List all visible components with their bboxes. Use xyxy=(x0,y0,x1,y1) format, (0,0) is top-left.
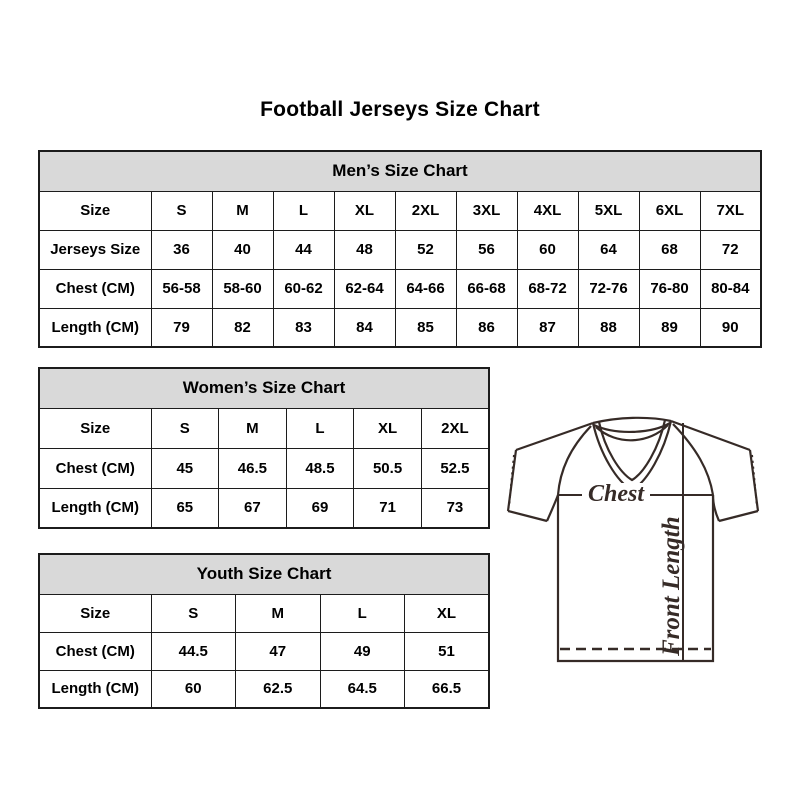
value-cell: 36 xyxy=(151,230,212,269)
jersey-body-outline xyxy=(508,421,758,661)
value-cell: 62-64 xyxy=(334,269,395,308)
value-cell: 3XL xyxy=(456,191,517,230)
row-label-cell: Size xyxy=(39,594,151,632)
table-row xyxy=(39,594,489,632)
value-cell: 60 xyxy=(517,230,578,269)
value-cell: 60 xyxy=(151,670,236,708)
mens-table-body xyxy=(39,191,761,347)
mens-size-table xyxy=(38,150,762,348)
value-cell: 48 xyxy=(334,230,395,269)
value-cell: 5XL xyxy=(578,191,639,230)
value-cell: 40 xyxy=(212,230,273,269)
value-cell: 51 xyxy=(405,632,490,670)
table-row xyxy=(39,488,489,528)
value-cell: 2XL xyxy=(395,191,456,230)
value-cell: 48.5 xyxy=(286,448,354,488)
value-cell: 44.5 xyxy=(151,632,236,670)
value-cell: 64 xyxy=(578,230,639,269)
value-cell: 67 xyxy=(219,488,287,528)
value-cell: 45 xyxy=(151,448,219,488)
row-label-cell: Chest (CM) xyxy=(39,448,151,488)
value-cell: XL xyxy=(354,408,422,448)
value-cell: XL xyxy=(334,191,395,230)
value-cell: 44 xyxy=(273,230,334,269)
table-row xyxy=(39,670,489,708)
table-header-row xyxy=(39,151,761,191)
value-cell: 69 xyxy=(286,488,354,528)
value-cell: 88 xyxy=(578,308,639,347)
value-cell: M xyxy=(236,594,321,632)
value-cell: L xyxy=(320,594,405,632)
value-cell: 86 xyxy=(456,308,517,347)
value-cell: 71 xyxy=(354,488,422,528)
youth-table-title: Youth Size Chart xyxy=(39,554,489,594)
row-label-cell: Size xyxy=(39,408,151,448)
value-cell: 58-60 xyxy=(212,269,273,308)
womens-table-title: Women’s Size Chart xyxy=(39,368,489,408)
value-cell: S xyxy=(151,191,212,230)
value-cell: 66-68 xyxy=(456,269,517,308)
value-cell: 49 xyxy=(320,632,405,670)
row-label-cell: Length (CM) xyxy=(39,308,151,347)
value-cell: 85 xyxy=(395,308,456,347)
value-cell: 64-66 xyxy=(395,269,456,308)
value-cell: 65 xyxy=(151,488,219,528)
value-cell: 72-76 xyxy=(578,269,639,308)
table-header-row xyxy=(39,554,489,594)
table-row xyxy=(39,448,489,488)
value-cell: 64.5 xyxy=(320,670,405,708)
row-label-cell: Chest (CM) xyxy=(39,632,151,670)
value-cell: L xyxy=(273,191,334,230)
value-cell: 46.5 xyxy=(219,448,287,488)
value-cell: 4XL xyxy=(517,191,578,230)
value-cell: 76-80 xyxy=(639,269,700,308)
value-cell: 47 xyxy=(236,632,321,670)
row-label-cell: Length (CM) xyxy=(39,488,151,528)
table-row xyxy=(39,230,761,269)
womens-table-body xyxy=(39,408,489,528)
table-header-row xyxy=(39,368,489,408)
value-cell: L xyxy=(286,408,354,448)
youth-table-body xyxy=(39,594,489,708)
value-cell: 6XL xyxy=(639,191,700,230)
table-row xyxy=(39,632,489,670)
row-label-cell: Jerseys Size xyxy=(39,230,151,269)
value-cell: 68-72 xyxy=(517,269,578,308)
page-title: Football Jerseys Size Chart xyxy=(260,98,540,121)
value-cell: 7XL xyxy=(700,191,761,230)
value-cell: 80-84 xyxy=(700,269,761,308)
value-cell: 79 xyxy=(151,308,212,347)
mens-table-title: Men’s Size Chart xyxy=(39,151,761,191)
table-row xyxy=(39,269,761,308)
value-cell: 56 xyxy=(456,230,517,269)
table-row xyxy=(39,408,489,448)
front-length-label: Front Length xyxy=(658,516,685,656)
value-cell: 84 xyxy=(334,308,395,347)
chest-label: Chest xyxy=(587,481,645,507)
value-cell: 2XL xyxy=(421,408,489,448)
value-cell: 50.5 xyxy=(354,448,422,488)
value-cell: 87 xyxy=(517,308,578,347)
row-label-cell: Length (CM) xyxy=(39,670,151,708)
value-cell: 90 xyxy=(700,308,761,347)
value-cell: 89 xyxy=(639,308,700,347)
table-row xyxy=(39,308,761,347)
row-label-cell: Size xyxy=(39,191,151,230)
jersey-measurement-diagram xyxy=(503,410,769,676)
value-cell: 60-62 xyxy=(273,269,334,308)
value-cell: 52 xyxy=(395,230,456,269)
value-cell: M xyxy=(212,191,273,230)
value-cell: XL xyxy=(405,594,490,632)
table-row xyxy=(39,191,761,230)
value-cell: 73 xyxy=(421,488,489,528)
value-cell: 52.5 xyxy=(421,448,489,488)
jersey-diagram-svg xyxy=(503,410,769,676)
value-cell: 68 xyxy=(639,230,700,269)
youth-size-table xyxy=(38,553,490,709)
value-cell: S xyxy=(151,408,219,448)
value-cell: 62.5 xyxy=(236,670,321,708)
womens-size-table xyxy=(38,367,490,529)
value-cell: 66.5 xyxy=(405,670,490,708)
value-cell: 56-58 xyxy=(151,269,212,308)
jersey-collar xyxy=(593,418,671,490)
value-cell: 83 xyxy=(273,308,334,347)
row-label-cell: Chest (CM) xyxy=(39,269,151,308)
value-cell: 72 xyxy=(700,230,761,269)
value-cell: S xyxy=(151,594,236,632)
value-cell: M xyxy=(219,408,287,448)
value-cell: 82 xyxy=(212,308,273,347)
